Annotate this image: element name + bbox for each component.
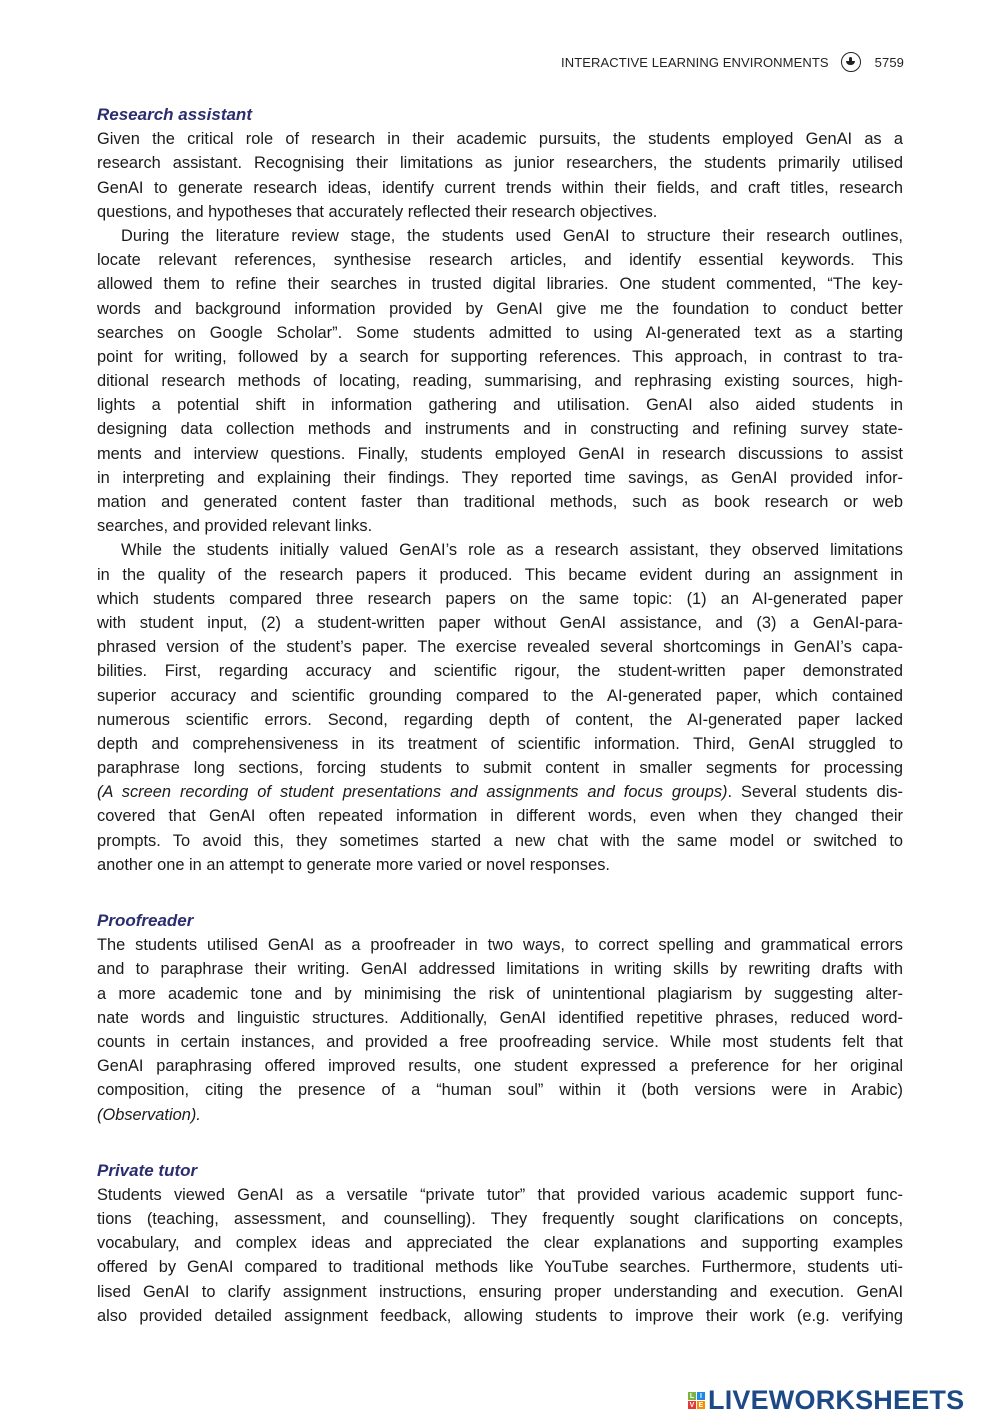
- text-line: also provided detailed assignment feedback, allowing students to improve their work (e.g. verifying: [97, 1306, 903, 1325]
- text-line: with student input, (2) a student-written paper without GenAI assistance, and (3) a GenAI-para-: [97, 613, 903, 632]
- section-heading-research-assistant: Research assistant: [97, 105, 252, 124]
- text-line: allowed them to refine their searches in trusted digital libraries. One student commented, “The key-: [97, 275, 903, 294]
- text-line: words and background information provided by GenAI give me the foundation to conduct better: [97, 299, 903, 318]
- text-line: locate relevant references, synthesise research articles, and identify essential keywords. This: [97, 251, 903, 270]
- text-line: GenAI paraphrasing offered improved results, one student expressed a preference for her original: [97, 1057, 903, 1076]
- text-line: lised GenAI to clarify assignment instructions, ensuring proper understanding and execution. GenAI: [97, 1282, 903, 1301]
- text-line: counts in certain instances, and provided a free proofreading service. While most students felt that: [97, 1032, 903, 1051]
- section-private-tutor: [97, 1183, 903, 1328]
- section-research-assistant: [97, 127, 903, 877]
- taylor-francis-lamp-icon: [841, 52, 861, 72]
- live-logo-icon: [688, 1392, 705, 1409]
- text-line: which students compared three research papers on the same topic: (1) an AI-generated paper: [97, 589, 903, 608]
- text-line: in the quality of the research papers it produced. This became evident during an assignment in: [97, 565, 903, 584]
- text-line: The students utilised GenAI as a proofreader in two ways, to correct spelling and grammatical errors: [97, 936, 903, 955]
- logo-letter: V: [689, 1401, 695, 1409]
- section-proofreader: [97, 933, 903, 1127]
- text-line: bilities. First, regarding accuracy and scientific rigour, the student-written paper demonstrated: [97, 662, 903, 681]
- text-line: numerous scientific errors. Second, regarding depth of content, the AI-generated paper lacked: [97, 710, 903, 729]
- section-heading-proofreader: Proofreader: [97, 911, 194, 930]
- text-line: a more academic tone and by minimising the risk of unintentional plagiarism by suggesting alter-: [97, 984, 903, 1003]
- text-line: composition, citing the presence of a “human soul” within it (both versions were in Arabic): [97, 1081, 903, 1100]
- page-number: 5759: [874, 54, 904, 70]
- text-line: prompts. To avoid this, they sometimes started a new chat with the same model or switched to: [97, 831, 903, 850]
- text-line: depth and comprehensiveness in its treatment of scientific information. Third, GenAI struggled to: [97, 734, 903, 753]
- text-line: During the literature review stage, the students used GenAI to structure their research outlines,: [121, 226, 903, 245]
- journal-title: INTERACTIVE LEARNING ENVIRONMENTS: [561, 54, 829, 70]
- text-line: ditional research methods of locating, reading, summarising, and rephrasing existing sources, high-: [97, 372, 903, 391]
- text-line: questions, and hypotheses that accurately reflected their research objectives.: [97, 202, 658, 221]
- logo-letter: L: [689, 1392, 695, 1400]
- text-line: While the students initially valued GenAI’s role as a research assistant, they observed limitations: [121, 541, 903, 560]
- italic-citation: (Observation).: [97, 1105, 201, 1124]
- text-line: research assistant. Recognising their limitations as junior researchers, the students primarily utilised: [97, 154, 903, 173]
- text-line: superior accuracy and scientific grounding compared to the AI-generated paper, which contained: [97, 686, 903, 705]
- italic-citation: (A screen recording of student presentations and assignments and focus groups): [97, 783, 728, 802]
- text-line: tions (teaching, assessment, and counselling). They frequently sought clarifications on concepts,: [97, 1210, 903, 1229]
- article-body: [97, 103, 903, 1328]
- text-line: offered by GenAI compared to traditional methods like YouTube searches. Furthermore, students uti-: [97, 1258, 903, 1277]
- text-line: point for writing, followed by a search for supporting references. This approach, in contrast to tra-: [97, 347, 903, 366]
- text-line: another one in an attempt to generate more varied or novel responses.: [97, 855, 610, 874]
- logo-letter: I: [697, 1392, 705, 1400]
- text-line: ments and interview questions. Finally, students employed GenAI in research discussions to assist: [97, 444, 903, 463]
- text-line: phrased version of the student’s paper. The exercise revealed several shortcomings in GenAI’s capa-: [97, 638, 903, 657]
- text-line: GenAI to generate research ideas, identify current trends within their fields, and craft titles, research: [97, 178, 903, 197]
- text-line: mation and generated content faster than traditional methods, such as book research or web: [97, 493, 903, 511]
- running-header: [561, 52, 904, 72]
- text-line: covered that GenAI often repeated information in different words, even when they changed their: [97, 807, 903, 826]
- text-line-with-citation: [97, 780, 903, 804]
- text-line: vocabulary, and complex ideas and appreciated the clear explanations and supporting examples: [97, 1234, 903, 1253]
- watermark-text: LIVEWORKSHEETS: [708, 1385, 965, 1415]
- text-line: paraphrase long sections, forcing students to submit content in smaller segments for processing: [97, 759, 903, 778]
- liveworksheets-watermark: [688, 1385, 964, 1416]
- text-line: Students viewed GenAI as a versatile “private tutor” that provided various academic support func-: [97, 1185, 903, 1204]
- text-line: [97, 1103, 903, 1127]
- logo-letter: E: [698, 1401, 704, 1409]
- text-line: designing data collection methods and instruments and in constructing and refining survey state-: [97, 420, 903, 439]
- text-line: Given the critical role of research in their academic pursuits, the students employed GenAI as a: [97, 130, 903, 149]
- text-fragment: . Several students dis-: [727, 783, 903, 802]
- section-heading-private-tutor: Private tutor: [97, 1160, 198, 1180]
- text-line: nate words and linguistic structures. Additionally, GenAI identified repetitive phrases, reduced word-: [97, 1008, 903, 1027]
- text-line: searches on Google Scholar”. Some students admitted to using AI-generated text as a starting: [97, 323, 903, 342]
- text-line: lights a potential shift in information gathering and utilisation. GenAI also aided students in: [97, 396, 903, 415]
- text-line: and to paraphrase their writing. GenAI addressed limitations in writing skills by rewriting drafts with: [97, 960, 903, 979]
- text-line: in interpreting and explaining their findings. They reported time savings, as GenAI provided infor-: [97, 468, 903, 487]
- text-line: searches, and provided relevant links.: [97, 517, 373, 536]
